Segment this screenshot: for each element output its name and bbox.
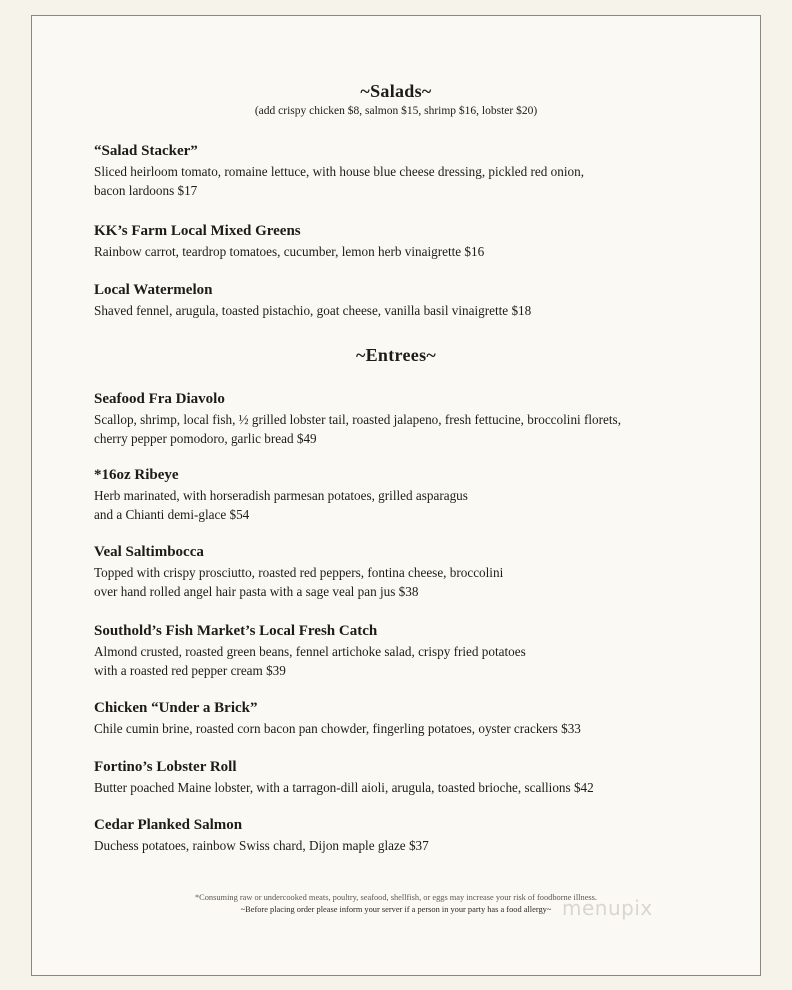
menu-item-lobster-roll	[94, 758, 734, 797]
item-description: Butter poached Maine lobster, with a tarragon-dill aioli, arugula, toasted brioche, scallions $42	[94, 780, 594, 795]
item-name: Seafood Fra Diavolo	[94, 391, 225, 407]
item-description: Chile cumin brine, roasted corn bacon pan chowder, fingerling potatoes, oyster crackers $33	[94, 721, 581, 736]
item-name: Cedar Planked Salmon	[94, 817, 243, 833]
item-description: Rainbow carrot, teardrop tomatoes, cucumber, lemon herb vinaigrette $16	[94, 244, 485, 259]
item-name: Local Watermelon	[94, 282, 213, 298]
item-description: Sliced heirloom tomato, romaine lettuce, with house blue cheese dressing, pickled red onion, bacon lardoons $17	[94, 164, 585, 198]
item-name: Veal Saltimbocca	[94, 544, 204, 560]
watermark-logo: menupix	[562, 896, 653, 920]
menu-item-local-watermelon	[94, 281, 734, 320]
item-description: Almond crusted, roasted green beans, fennel artichoke salad, crispy fried potatoes with a roasted red pepper cream $39	[94, 644, 526, 678]
item-description: Herb marinated, with horseradish parmesan potatoes, grilled asparagus and a Chianti demi-glace $54	[94, 488, 468, 522]
salads-heading: ~Salads~	[360, 81, 432, 101]
menu-item-chicken-under-a-brick	[94, 699, 734, 738]
menu-footer	[0, 892, 792, 916]
menu-item-cedar-planked-salmon	[94, 816, 734, 855]
item-description: Shaved fennel, arugula, toasted pistachio, goat cheese, vanilla basil vinaigrette $18	[94, 303, 532, 318]
item-name: Southold’s Fish Market’s Local Fresh Catch	[94, 623, 378, 639]
item-description: Topped with crispy prosciutto, roasted red peppers, fontina cheese, broccolini over hand rolled angel hair pasta with a sage veal pan jus $38	[94, 565, 504, 599]
item-name: Fortino’s Lobster Roll	[94, 759, 237, 775]
item-description: Scallop, shrimp, local fish, ½ grilled lobster tail, roasted jalapeno, fresh fettucine, broccolini florets, cherry pepper pomodoro, garlic bread $49	[94, 412, 621, 446]
menu-item-local-fresh-catch	[94, 622, 734, 680]
foodborne-illness-notice: *Consuming raw or undercooked meats, poultry, seafood, shellfish, or eggs may increase your risk of foodborne illness.	[194, 893, 598, 902]
item-name: Chicken “Under a Brick”	[94, 700, 258, 716]
menu-item-mixed-greens	[94, 222, 734, 261]
entrees-heading: ~Entrees~	[355, 345, 437, 365]
menu-item-salad-stacker	[94, 142, 734, 200]
menu-item-veal-saltimbocca	[94, 543, 734, 601]
menu-item-ribeye	[94, 466, 734, 524]
salads-addons-note: (add crispy chicken $8, salmon $15, shrimp $16, lobster $20)	[254, 105, 538, 117]
item-name: “Salad Stacker”	[94, 143, 198, 159]
item-name: *16oz Ribeye	[94, 467, 179, 483]
allergy-notice: ~Before placing order please inform your server if a person in your party has a food allergy~	[240, 905, 552, 914]
menu-item-seafood-fra-diavolo	[94, 390, 734, 448]
item-name: KK’s Farm Local Mixed Greens	[94, 223, 301, 239]
item-description: Duchess potatoes, rainbow Swiss chard, Dijon maple glaze $37	[94, 838, 429, 853]
